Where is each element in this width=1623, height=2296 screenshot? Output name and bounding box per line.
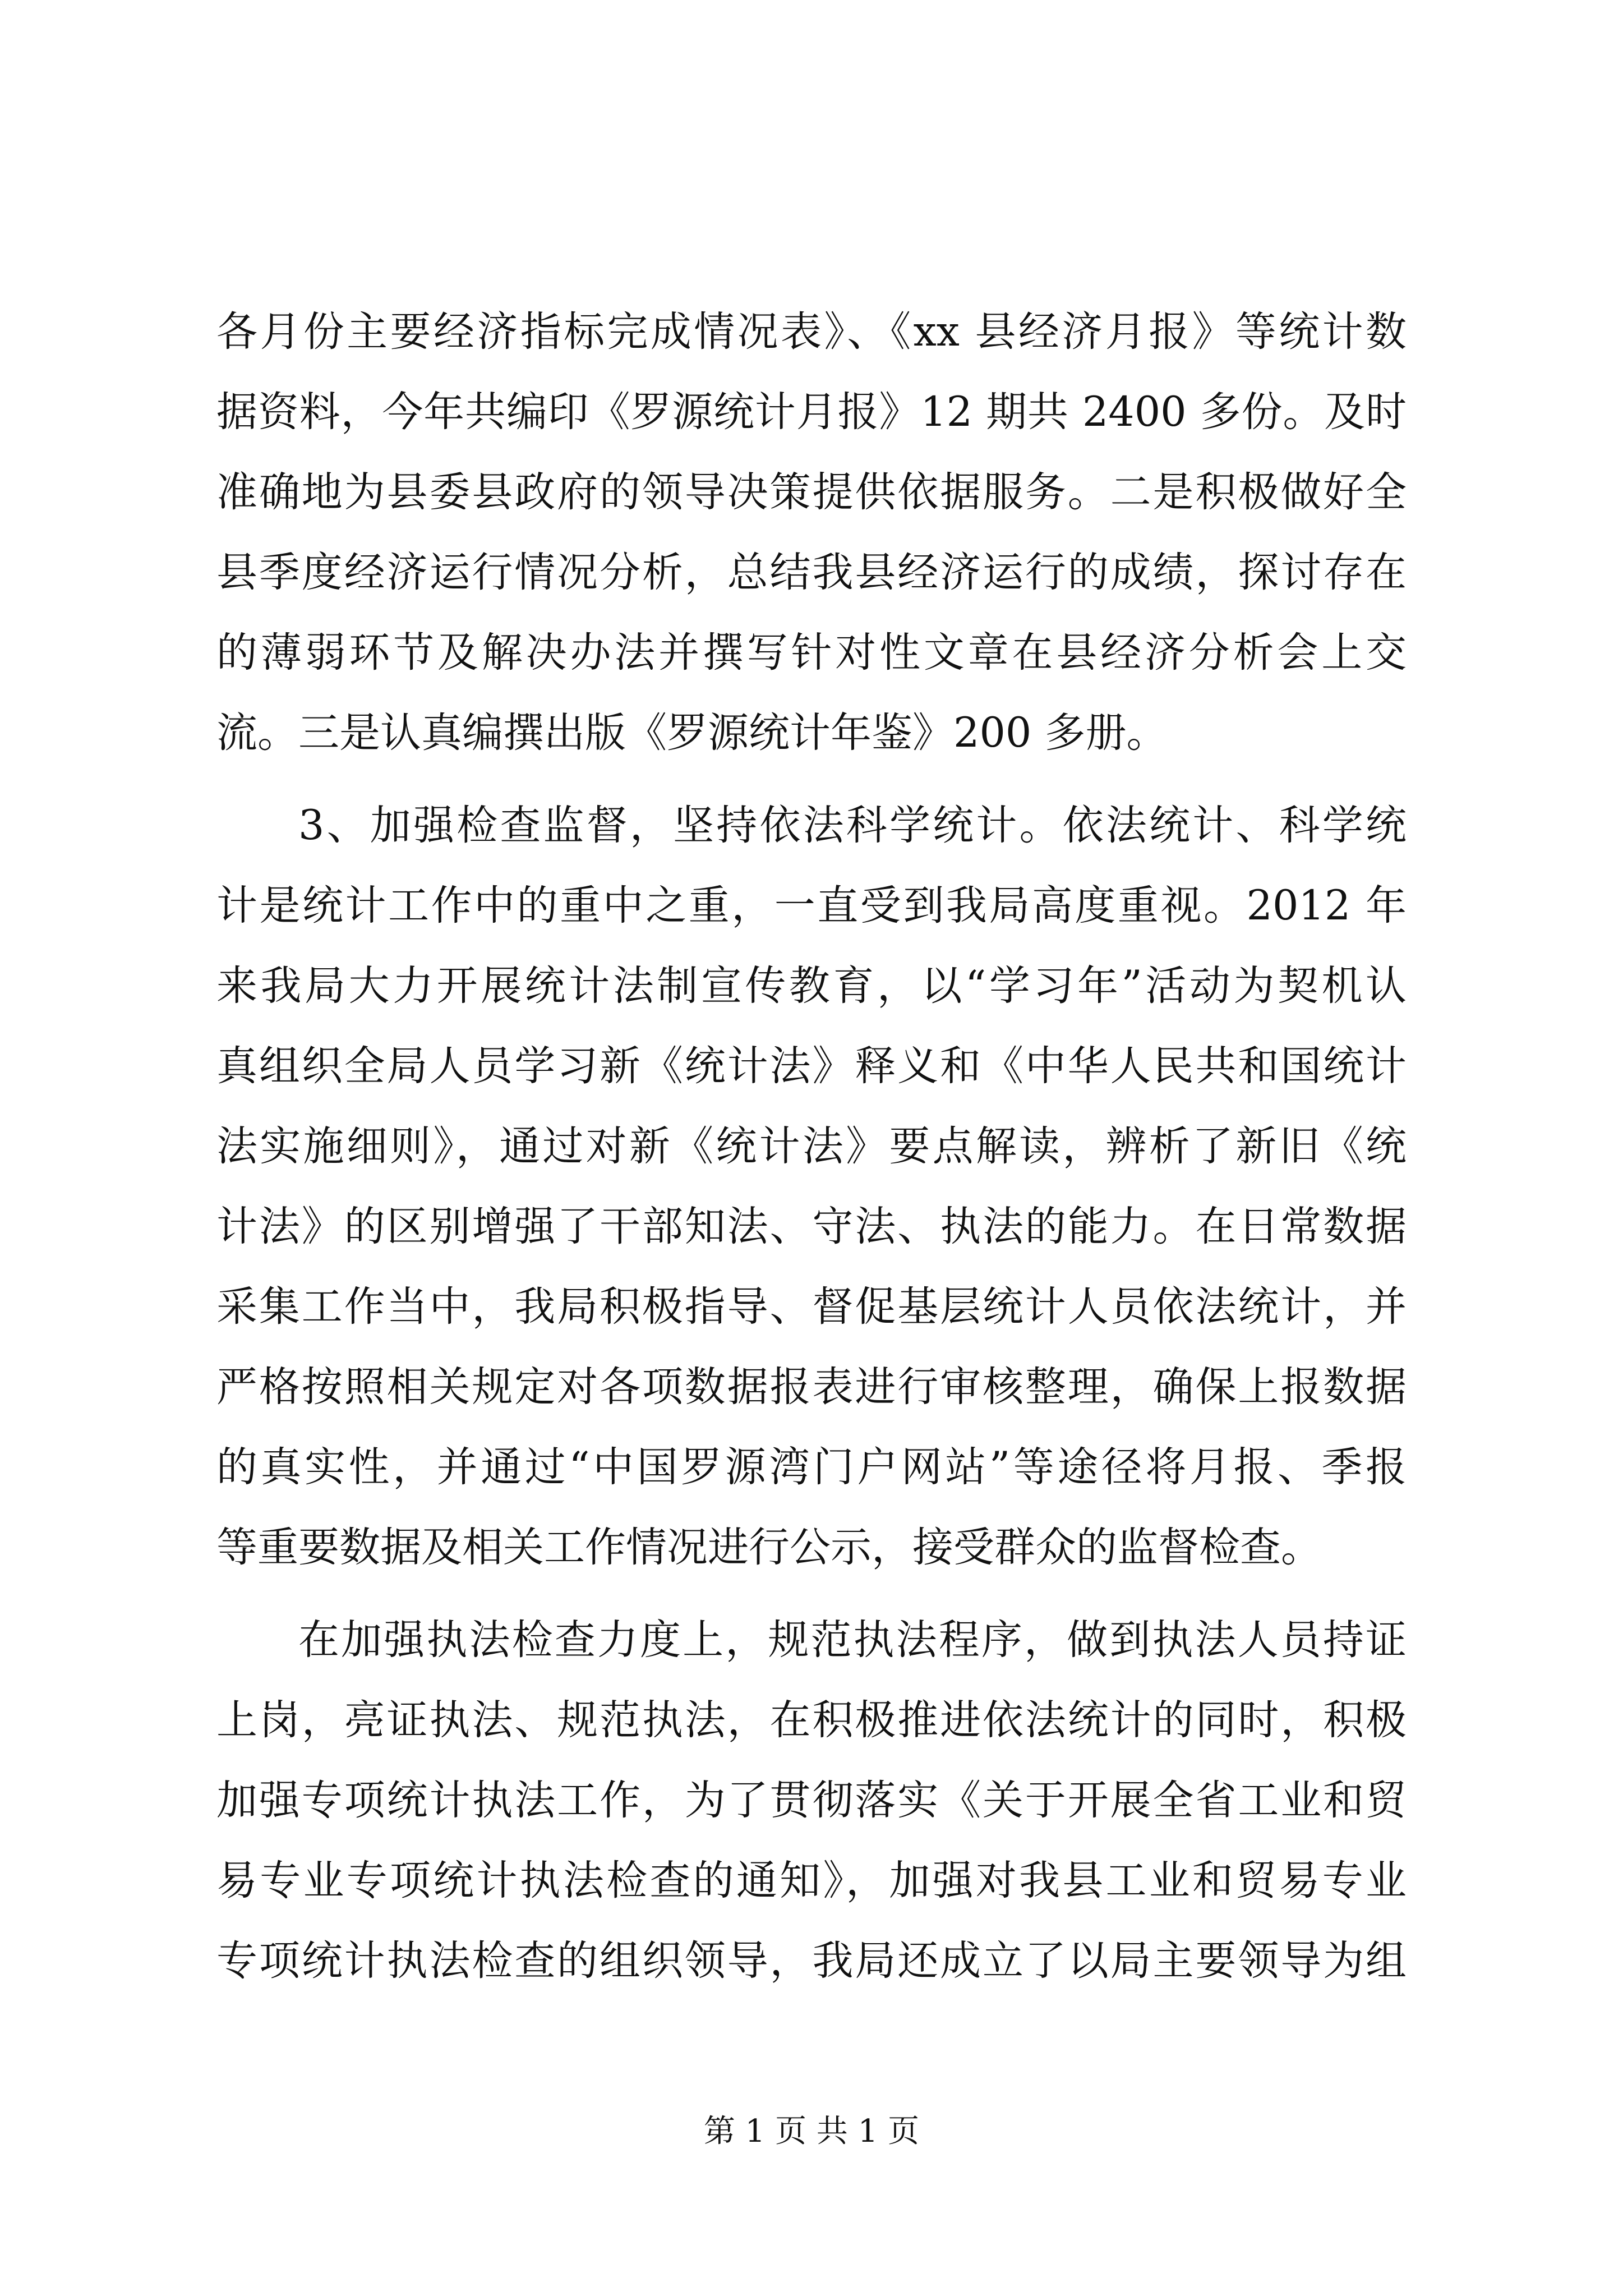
text-line: 在加强执法检查力度上，规范执法程序，做到执法人员持证 [298, 1616, 1407, 1664]
text-line: 准确地为县委县政府的领导决策提供依据服务。二是积极做好全 [216, 468, 1407, 516]
text-line: 计法》的区别增强了干部知法、守法、执法的能力。在日常数据 [216, 1203, 1407, 1250]
paragraph-1 [216, 292, 1407, 773]
text-line: 县季度经济运行情况分析，总结我县经济运行的成绩，探讨存在 [216, 549, 1407, 596]
text-line: 易专业专项统计执法检查的通知》，加强对我县工业和贸易专业 [216, 1857, 1407, 1904]
paragraph-spacer [216, 1588, 1407, 1600]
text-line: 来我局大力开展统计法制宣传教育，以“学习年”活动为契机认 [216, 962, 1407, 1010]
text-line: 的真实性，并通过“中国罗源湾门户网站”等途径将月报、季报 [216, 1443, 1407, 1491]
text-line: 专项统计执法检查的组织领导，我局还成立了以局主要领导为组 [216, 1937, 1407, 1985]
text-line: 各月份主要经济指标完成情况表》、《xx 县经济月报》等统计数 [216, 308, 1407, 356]
text-line: 据资料，今年共编印《罗源统计月报》12 期共 2400 多份。及时 [216, 388, 1407, 436]
paragraph-spacer [216, 773, 1407, 785]
text-line: 加强专项统计执法工作，为了贯彻落实《关于开展全省工业和贸 [216, 1777, 1407, 1824]
page-footer: 第 1 页 共 1 页 [703, 2113, 920, 2150]
text-line: 3、加强检查监督，坚持依法科学统计。依法统计、科学统 [298, 802, 1407, 849]
text-line: 上岗，亮证执法、规范执法，在积极推进依法统计的同时，积极 [216, 1696, 1407, 1744]
text-line: 的薄弱环节及解决办法并撰写针对性文章在县经济分析会上交 [216, 629, 1407, 677]
text-line: 等重要数据及相关工作情况进行公示，接受群众的监督检查。 [216, 1524, 1322, 1571]
text-line: 采集工作当中，我局积极指导、督促基层统计人员依法统计，并 [216, 1283, 1407, 1331]
paragraph-2 [216, 785, 1407, 1588]
text-line: 流。三是认真编撰出版《罗源统计年鉴》200 多册。 [216, 709, 1168, 757]
paragraph-3 [216, 1600, 1407, 2001]
document-body [216, 292, 1407, 2001]
text-line: 计是统计工作中的重中之重，一直受到我局高度重视。2012 年 [216, 882, 1407, 930]
text-line: 严格按照相关规定对各项数据报表进行审核整理，确保上报数据 [216, 1363, 1407, 1411]
text-line: 法实施细则》，通过对新《统计法》要点解读，辨析了新旧《统 [216, 1122, 1407, 1170]
text-line: 真组织全局人员学习新《统计法》释义和《中华人民共和国统计 [216, 1042, 1407, 1090]
